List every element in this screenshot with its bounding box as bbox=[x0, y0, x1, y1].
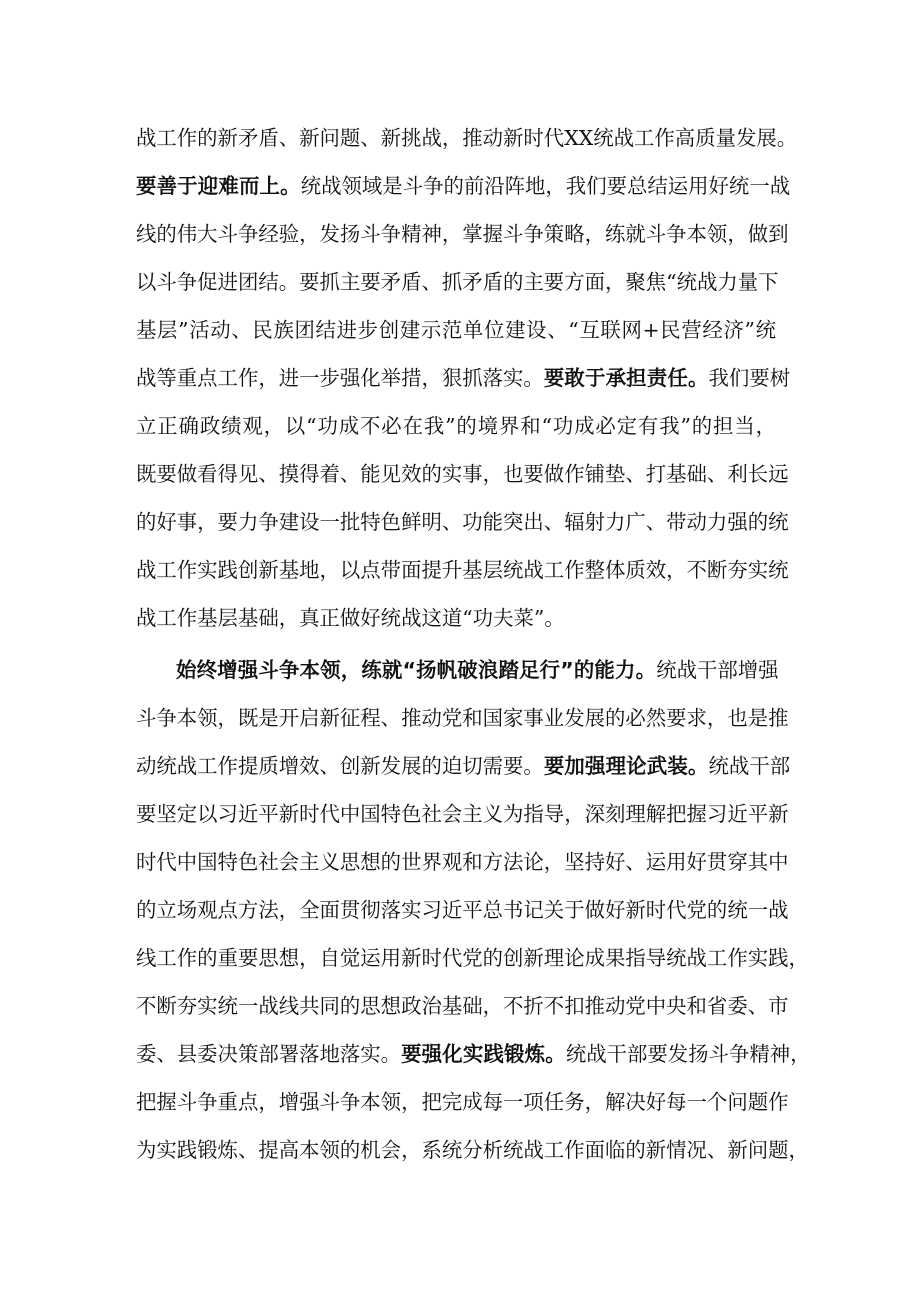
text-run: 基层”活动、民族团结进步创建示范单位建设、“互联网+民营经济”统 bbox=[136, 318, 776, 342]
text-run: 战等重点工作，进一步强化举措，狠抓落实。 bbox=[136, 366, 544, 390]
text-run: 线工作的重要思想，自觉运用新时代党的创新理论成果指导统战工作实践， bbox=[136, 946, 809, 970]
text-line bbox=[136, 262, 779, 302]
text-run: 统战干部要发扬斗争精神， bbox=[565, 1042, 811, 1066]
bold-heading-run: 始终增强斗争本领，练就“扬帆破浪踏足行”的能力。 bbox=[176, 658, 657, 682]
text-run: 立正确政绩观，以“功成不必在我”的境界和“功成必定有我”的担当， bbox=[136, 414, 776, 438]
text-line bbox=[136, 598, 776, 638]
text-line bbox=[136, 406, 776, 446]
text-run: 我们要树 bbox=[708, 366, 791, 390]
text-line bbox=[136, 890, 789, 930]
text-line bbox=[136, 1034, 811, 1074]
text-line bbox=[136, 794, 789, 834]
text-line bbox=[176, 650, 779, 690]
text-line bbox=[136, 698, 789, 738]
text-run: 战工作实践创新基地，以点带面提升基层统战工作整体质效，不断夯实统 bbox=[136, 558, 789, 582]
text-line bbox=[136, 746, 791, 786]
text-run: 线的伟大斗争经验，发扬斗争精神，掌握斗争策略，练就斗争本领，做到 bbox=[136, 222, 789, 246]
text-line bbox=[136, 986, 789, 1026]
text-line bbox=[136, 1082, 789, 1122]
text-run: 统战干部 bbox=[708, 754, 791, 778]
text-run: 以斗争促进团结。要抓主要矛盾、抓矛盾的主要方面，聚焦“统战力量下 bbox=[136, 270, 779, 294]
text-line bbox=[136, 454, 789, 494]
bold-heading-run: 要善于迎难而上。 bbox=[136, 174, 301, 198]
text-line bbox=[136, 502, 789, 542]
text-run: 委、县委决策部署落地落实。 bbox=[136, 1042, 402, 1066]
bold-heading-run: 要加强理论武装。 bbox=[543, 754, 709, 778]
text-line bbox=[136, 310, 776, 350]
text-line bbox=[136, 1130, 809, 1170]
text-line bbox=[136, 358, 791, 398]
bold-heading-run: 要敢于承担责任。 bbox=[543, 366, 709, 390]
text-run: 不断夯实统一战线共同的思想政治基础，不折不扣推动党中央和省委、市 bbox=[136, 994, 789, 1018]
text-run: 统战领域是斗争的前沿阵地，我们要总结运用好统一战 bbox=[300, 174, 791, 198]
text-run: 时代中国特色社会主义思想的世界观和方法论，坚持好、运用好贯穿其中 bbox=[136, 850, 789, 874]
text-run: 为实践锻炼、提高本领的机会，系统分析统战工作面临的新情况、新问题， bbox=[136, 1138, 809, 1162]
text-line bbox=[136, 166, 791, 206]
text-run: 斗争本领，既是开启新征程、推动党和国家事业发展的必然要求，也是推 bbox=[136, 706, 789, 730]
text-run: 既要做看得见、摸得着、能见效的实事，也要做作铺垫、打基础、利长远 bbox=[136, 462, 789, 486]
text-run: 把握斗争重点，增强斗争本领，把完成每一项任务，解决好每一个问题作 bbox=[136, 1090, 789, 1114]
text-line bbox=[136, 938, 809, 978]
text-line bbox=[136, 842, 789, 882]
text-run: 战工作的新矛盾、新问题、新挑战，推动新时代XX统战工作高质量发展。 bbox=[136, 126, 798, 150]
text-line bbox=[136, 118, 798, 158]
text-line bbox=[136, 214, 789, 254]
text-run: 要坚定以习近平新时代中国特色社会主义为指导，深刻理解把握习近平新 bbox=[136, 802, 789, 826]
text-run: 战工作基层基础，真正做好统战这道“功夫菜”。 bbox=[136, 606, 565, 630]
text-line bbox=[136, 550, 789, 590]
text-run: 的好事，要力争建设一批特色鲜明、功能突出、辐射力广、带动力强的统 bbox=[136, 510, 789, 534]
text-run: 动统战工作提质增效、创新发展的迫切需要。 bbox=[136, 754, 544, 778]
text-run: 统战干部增强 bbox=[656, 658, 779, 682]
text-run: 的立场观点方法，全面贯彻落实习近平总书记关于做好新时代党的统一战 bbox=[136, 898, 789, 922]
bold-heading-run: 要强化实践锻炼。 bbox=[401, 1042, 566, 1066]
